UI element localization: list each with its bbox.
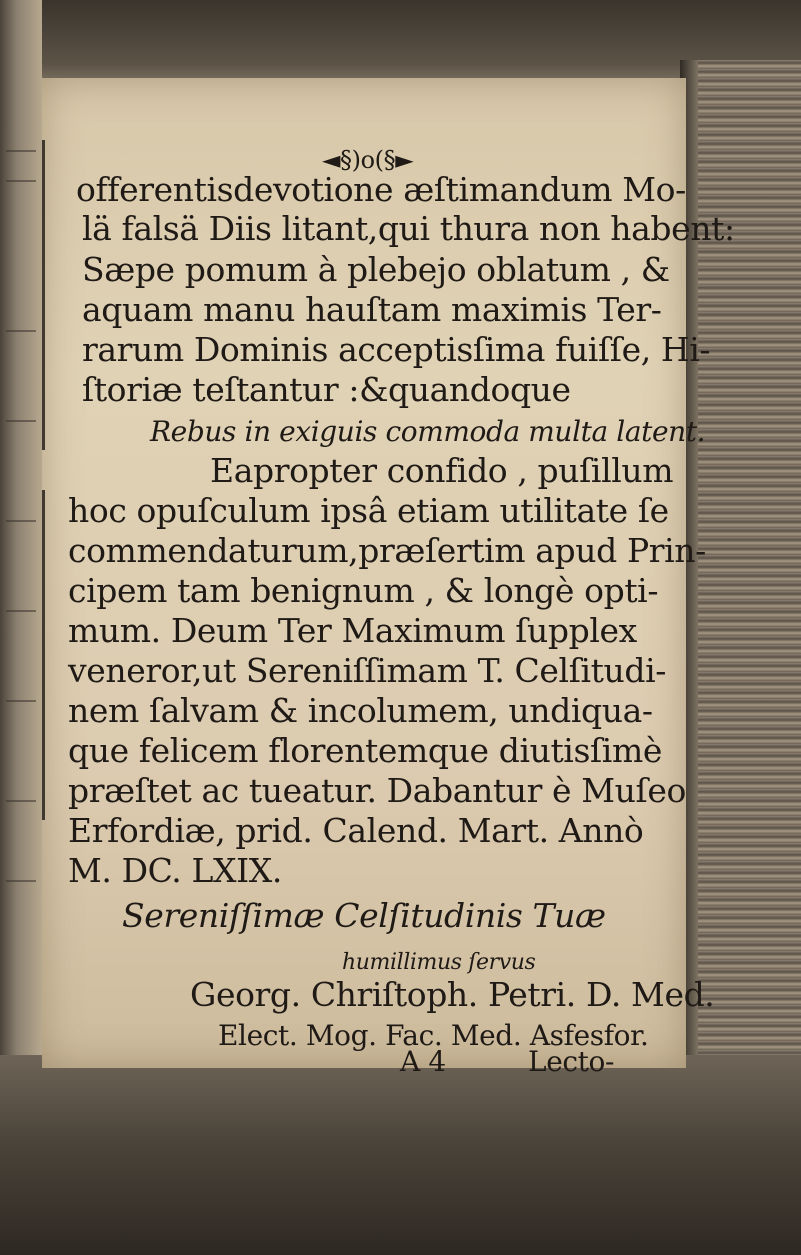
- text-line: hoc opuſculum ipsâ etiam utilitate ſe: [68, 491, 669, 530]
- text-line: Eapropter confido , puſillum: [210, 451, 674, 490]
- text-line: commendaturum,præſertim apud Prin-: [68, 531, 706, 570]
- text-line: ſtoriæ teſtantur :&quandoque: [82, 370, 571, 409]
- catchword: Lecto-: [528, 1045, 615, 1078]
- closing-line: Sereniſſimæ Celſitudinis Tuæ: [122, 896, 606, 935]
- verse-line: Rebus in exiguis commoda multa latent.: [150, 415, 706, 448]
- text-line: nem ſalvam & incolumem, undiqua-: [68, 691, 653, 730]
- left-margin-bar: [42, 140, 45, 450]
- text-line: offerentisdevotione æſtimandum Mo-: [76, 170, 686, 209]
- text-line: rarum Dominis acceptisſima fuiſſe, Hi-: [82, 330, 711, 369]
- text-line: mum. Deum Ter Maximum ſupplex: [68, 611, 637, 650]
- signature-title: Elect. Mog. Fac. Med. Asfesfor.: [218, 1019, 649, 1052]
- book-page: [42, 78, 735, 1078]
- text-line: que felicem florentemque diutisſimè: [68, 731, 662, 770]
- running-head: ◄§)o(§►: [322, 146, 414, 174]
- text-line: cipem tam benignum , & longè opti-: [68, 571, 659, 610]
- text-line: aquam manu hauſtam maximis Ter-: [82, 290, 662, 329]
- book-bottom-shadow: [0, 1055, 801, 1255]
- text-line: Sæpe pomum à plebejo oblatum , &: [82, 250, 670, 289]
- text-line: veneror,ut Sereniſſimam T. Celſitudi-: [68, 651, 667, 690]
- signature: Georg. Chriſtoph. Petri. D. Med.: [190, 975, 715, 1014]
- signature-mark: A 4: [400, 1045, 446, 1078]
- text-line: præſtet ac tueatur. Dabantur è Muſeo: [68, 771, 686, 810]
- humble-servant: humillimus ſervus: [342, 950, 536, 975]
- left-margin-bar: [42, 490, 45, 820]
- text-line: Erfordiæ, prid. Calend. Mart. Annò: [68, 811, 644, 850]
- page-text: [42, 78, 735, 1078]
- text-line: M. DC. LXIX.: [68, 851, 282, 890]
- text-line: lä falsä Diis litant,qui thura non habent:: [82, 209, 735, 248]
